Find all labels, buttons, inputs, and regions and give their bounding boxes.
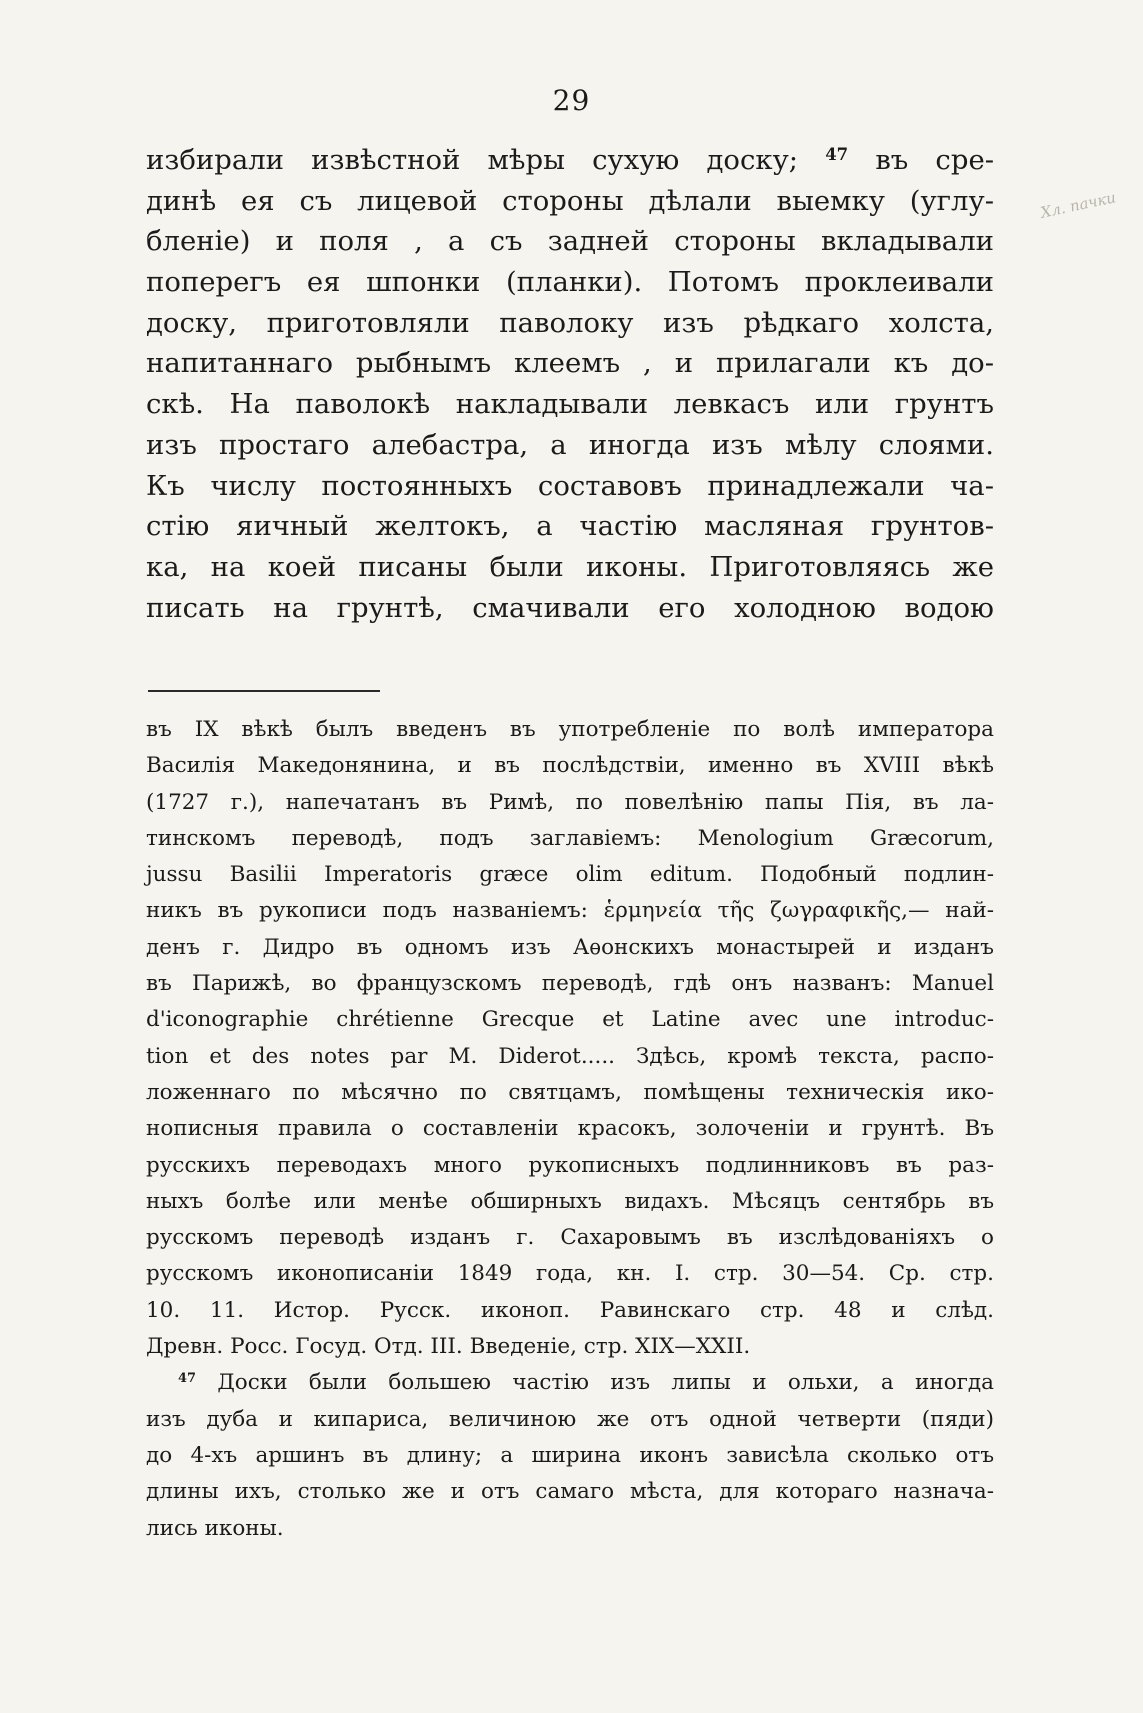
main-line-text: избирали извѣстной мѣры сухую доску; [146, 144, 799, 176]
footnote-line: jussu Basilii Imperatoris græce olim editum. Подобный подлин- [146, 862, 994, 888]
main-text [146, 140, 994, 628]
footnote-ref-47: 47 [825, 144, 849, 164]
footnote-47-line: длины ихъ, столько же и отъ самаго мѣста, для котораго назнача- [146, 1479, 994, 1505]
footnote-line: русскихъ переводахъ много рукописныхъ подлинниковъ въ раз- [146, 1152, 994, 1178]
main-line: ка, на коей писаны были иконы. Приготовляясь же [146, 550, 994, 583]
footnote-47-line: изъ дуба и кипариса, величиною же отъ одной четверти (пяди) [146, 1406, 994, 1432]
footnote-line: Василія Македонянина, и въ послѣдствіи, именно въ XVIII вѣкѣ [146, 753, 994, 779]
main-line-text: въ сре- [875, 144, 995, 176]
footnote-line: (1727 г.), напечатанъ въ Римѣ, по повелѣнію папы Пія, въ ла- [146, 789, 994, 815]
main-line: бленіе) и поля , а съ задней стороны вкладывали [146, 225, 994, 258]
footnote-line: tion et des notes par M. Diderot..... Здѣсь, кромѣ текста, распо- [146, 1043, 994, 1069]
footnote-line: никъ въ рукописи подъ названіемъ: ἑρμηνεία τῆς ζωγραφικῆς,— най- [146, 898, 994, 924]
main-line: скѣ. На паволокѣ накладывали левкасъ или грунтъ [146, 388, 994, 421]
footnote-line: денъ г. Дидро въ одномъ изъ Аѳонскихъ монастырей и изданъ [146, 934, 994, 960]
main-line: изъ простаго алебастра, а иногда изъ мѣлу слоями. [146, 428, 994, 461]
margin-note: Хл. пачки [1038, 188, 1118, 222]
footnote-line: русскомъ переводѣ изданъ г. Сахаровымъ въ изслѣдованіяхъ о [146, 1225, 994, 1251]
footnote-line: d'iconographie chrétienne Grecque et Latine avec une introduc- [146, 1007, 994, 1033]
footnote-mark-47: 47 [178, 1371, 196, 1387]
footnote-line: 10. 11. Истор. Русск. иконоп. Равинскаго стр. 48 и слѣд. [146, 1297, 994, 1323]
page-number: 29 [552, 84, 591, 117]
main-line: стію яичный желтокъ, а частію масляная грунтов- [146, 510, 994, 543]
main-line: напитаннаго рыбнымъ клеемъ , и прилагали къ до- [146, 347, 994, 380]
footnote-line: въ Парижѣ, во французскомъ переводѣ, гдѣ онъ названъ: Manuel [146, 971, 994, 997]
footnote-line: нописныя правила о составленіи красокъ, золоченіи и грунтѣ. Въ [146, 1116, 994, 1142]
footnote-47-line: до 4-хъ аршинъ въ длину; а ширина иконъ зависѣла сколько отъ [146, 1442, 994, 1468]
footnote-line: въ IX вѣкѣ былъ введенъ въ употребленіе по волѣ императора [146, 717, 994, 742]
main-line: динѣ ея съ лицевой стороны дѣлали выемку (углу- [146, 184, 994, 217]
footnote-47-line: лись иконы. [146, 1515, 284, 1541]
footnote-47-line [146, 1365, 994, 1401]
footnote-line: русскомъ иконописаніи 1849 года, кн. I. стр. 30—54. Ср. стр. [146, 1261, 994, 1287]
footnote-line: тинскомъ переводѣ, подъ заглавіемъ: Menologium Græcorum, [146, 825, 994, 851]
main-line: Къ числу постоянныхъ составовъ принадлежали ча- [146, 469, 994, 502]
footnote-line: Древн. Росс. Госуд. Отд. III. Введеніе, стр. XIX—XXII. [146, 1334, 751, 1360]
main-line [146, 140, 994, 181]
footnotes [146, 712, 994, 1547]
footnote-line: ныхъ болѣе или менѣе обширныхъ видахъ. Мѣсяцъ сентябрь въ [146, 1188, 994, 1214]
main-line: доску, приготовляли паволоку изъ рѣдкаго холста, [146, 306, 994, 339]
main-line: поперегъ ея шпонки (планки). Потомъ проклеивали [146, 266, 994, 299]
main-line: писать на грунтѣ, смачивали его холодною водою [146, 591, 994, 624]
footnote-line: ложеннаго по мѣсячно по святцамъ, помѣщены техническія ико- [146, 1079, 994, 1105]
footnote-divider [148, 690, 380, 692]
footnote-47-text: Доски были большею частію изъ липы и ольхи, а иногда [217, 1370, 994, 1396]
